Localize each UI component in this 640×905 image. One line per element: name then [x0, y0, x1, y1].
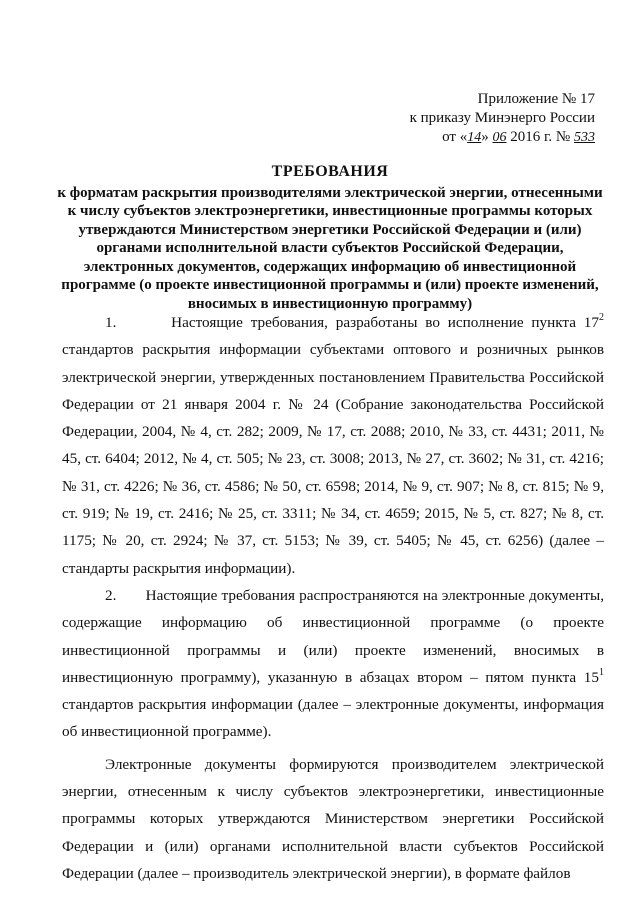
- appendix-order-ref: к приказу Минэнерго России: [409, 110, 595, 126]
- handwritten-order-number: 533: [574, 130, 595, 145]
- title-subtitle: к форматам раскрытия производителями электрической энергии, отнесенными к числу субъектов электроэнергетики, инвестиционные программы которых утверждаются Министерством энергетики Российской Федерации и (или) органами исполнительной власти субъектов Российской Федерации, электронных документов, содержащих информацию об инвестиционной программе (о проекте инвестиционной программы и (или) проекте изменений, вносимых в инвестиционную программу): [57, 184, 603, 312]
- title-main: ТРЕБОВАНИЯ: [271, 163, 389, 180]
- handwritten-month: 06: [492, 130, 507, 145]
- appendix-number: Приложение № 17: [477, 91, 595, 107]
- appendix-date-line: от «14» 06 2016 г. № 533: [442, 129, 595, 145]
- footnote-sup: 2: [599, 312, 604, 323]
- handwritten-day: 14: [467, 130, 482, 145]
- appendix-header: [410, 90, 595, 147]
- paragraph-2: 2. Настоящие требования распространяются на электронные документы, содержащие информацию об инвестиционной программе (о проекте инвестиционной программы и (или) проекте изменений, вносимых в инвестиционную программу), указанную в абзацах втором – пятом пункта $15^1$ стандартов раскрытия информации (далее – электронные документы, информация об инвестиционной программе).: [62, 586, 604, 741]
- document-title: [55, 163, 605, 313]
- paragraph-3: Электронные документы формируются производителем электрической энергии, отнесенным к числу субъектов электроэнергетики, инвестиционные программы которых утверждаются Министерством энергетики Российской Федерации и (или) органами исполнительной власти субъектов Российской Федерации (далее – производитель электрической энергии), в формате файлов: [62, 755, 604, 882]
- document-body: [62, 309, 604, 887]
- paragraph-1: 1. Настоящие требования, разработаны во исполнение пункта $17^2$ стандартов раскрытия информации субъектами оптового и розничных рынков электрической энергии, утвержденных постановлением Правительства Российской Федерации от 21 января 2004 г. № 24 (Собрание законодательства Российской Федерации, 2004, № 4, ст. 282; 2009, № 17, ст. 2088; 2010, № 33, ст. 4431; 2011, № 45, ст. 6404; 2012, № 4, ст. 505; № 23, ст. 3008; 2013, № 27, ст. 3602; № 31, ст. 4216; № 31, ст. 4226; № 36, ст. 4586; № 50, ст. 6598; 2014, № 9, ст. 907; № 8, ст. 815; № 9, ст. 919; № 19, ст. 2416; № 25, ст. 3311; № 34, ст. 4659; 2015, № 5, ст. 827; № 8, ст. 1175; № 20, ст. 2924; № 37, ст. 5153; № 39, ст. 5405; № 45, ст. 6256) (далее – стандарты раскрытия информации).: [62, 312, 604, 577]
- footnote-sup: 1: [599, 666, 604, 678]
